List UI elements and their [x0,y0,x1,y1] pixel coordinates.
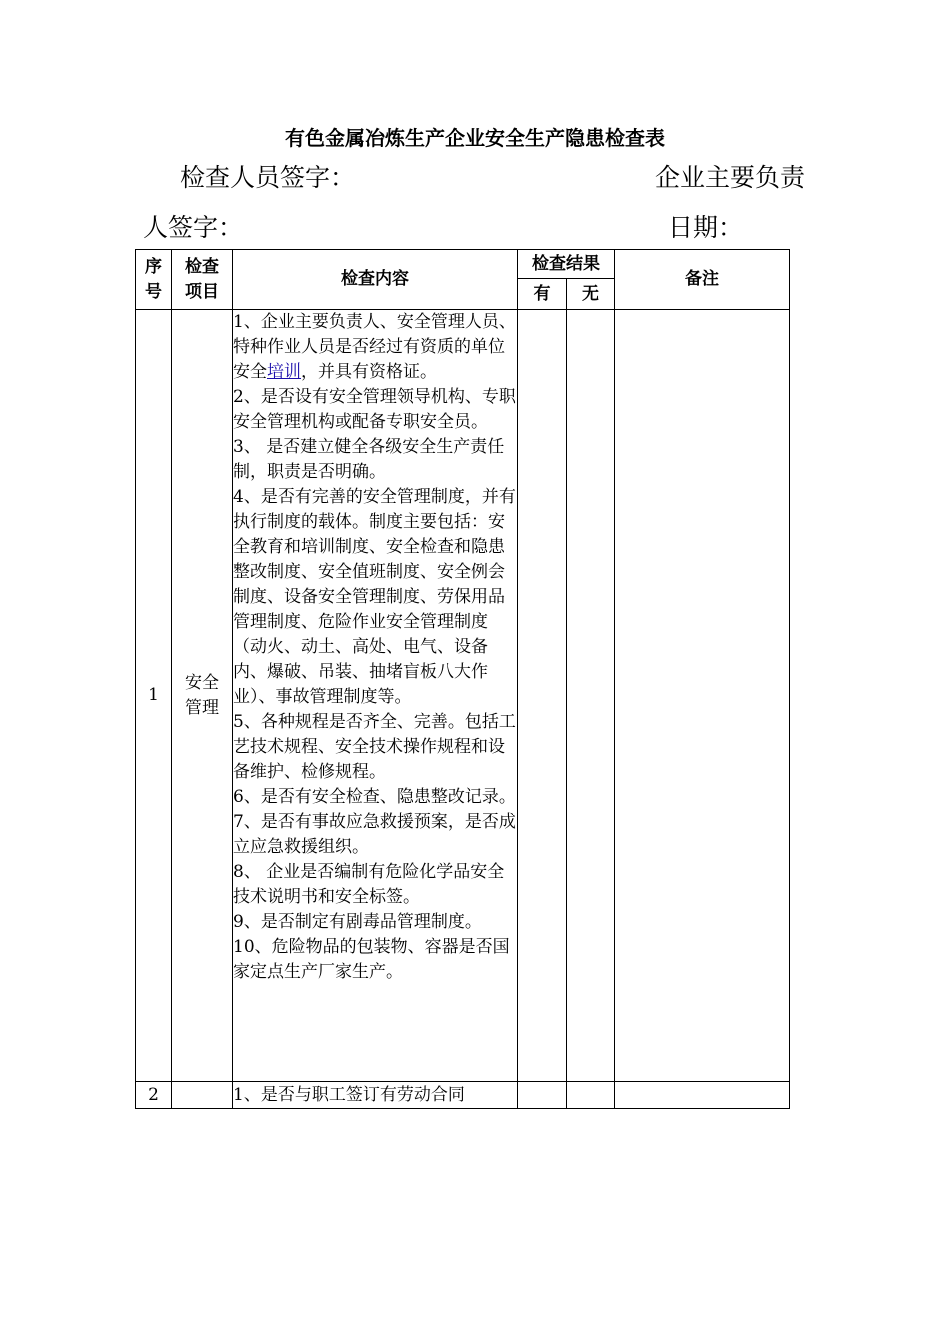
content-item-5: 5、各种规程是否齐全、完善。包括工艺技术规程、安全技术操作规程和设备维护、检修规程。 [233,712,516,782]
content-item-2: 2、是否设有安全管理领导机构、专职安全管理机构或配备专职安全员。 [233,387,516,432]
table-row [136,1082,790,1109]
owner-signature-label-part1: 企业主要负责 [655,163,806,192]
row-number: 2 [136,1082,172,1109]
result-yes-cell[interactable] [518,1082,567,1109]
inspector-signature-label: 检查人员签字： [180,163,356,192]
content-item-1 [233,310,517,385]
result-no-cell[interactable] [567,1082,615,1109]
content-item-3: 3、 是否建立健全各级安全生产责任制，职责是否明确。 [233,437,505,482]
content-item-6: 6、是否有安全检查、隐患整改记录。 [233,787,516,807]
content-item-1-text: 1、企业主要负责人、安全管理人员、特种作业人员是否经过有资质的单位安全 [233,312,516,382]
header-yes: 有 [518,279,567,310]
document-title: 有色金属冶炼生产企业安全生产隐患检查表 [285,126,665,150]
header-no-result: 无 [567,279,615,310]
training-link[interactable]: 培训 [267,362,301,382]
header-row [136,250,790,279]
row-number: 1 [136,310,172,1082]
remark-cell[interactable] [615,310,790,1082]
header-no-label: 序号 [145,256,162,302]
header-item-label: 检查项目 [185,256,219,302]
header-content: 检查内容 [233,250,518,310]
header-result: 检查结果 [518,250,615,279]
inspection-table [135,249,790,1109]
header-item [172,250,233,310]
content-item-4: 4、是否有完善的安全管理制度，并有执行制度的载体。制度主要包括：安全教育和培训制度、安全检查和隐患整改制度、安全值班制度、安全例会制度、设备安全管理制度、劳保用品管理制度、危险作业安全管理制度（动火、动土、高处、电气、设备内、爆破、吊装、抽堵盲板八大作业）、事故管理制度等。 [233,487,516,707]
header-no [136,250,172,310]
table-row [136,310,790,1082]
content-item-1-tail: ，并具有资格证。 [301,362,437,382]
row-content [233,310,518,1082]
owner-signature-label-part2: 人签字： [143,213,244,242]
remark-cell[interactable] [615,1082,790,1109]
content-item-7: 7、是否有事故应急救援预案，是否成立应急救援组织。 [233,812,516,857]
content-item-8: 8、 企业是否编制有危险化学品安全技术说明书和安全标签。 [233,862,505,907]
result-yes-cell[interactable] [518,310,567,1082]
result-no-cell[interactable] [567,310,615,1082]
date-label: 日期： [668,213,744,242]
header-remark: 备注 [615,250,790,310]
row-item-label: 安全管理 [185,672,219,718]
content-item-10: 10、危险物品的包装物、容器是否国家定点生产厂家生产。 [233,937,510,982]
row-item [172,310,233,1082]
row-item [172,1082,233,1109]
row-content: 1、是否与职工签订有劳动合同 [233,1082,518,1109]
content-item-9: 9、是否制定有剧毒品管理制度。 [233,912,482,932]
